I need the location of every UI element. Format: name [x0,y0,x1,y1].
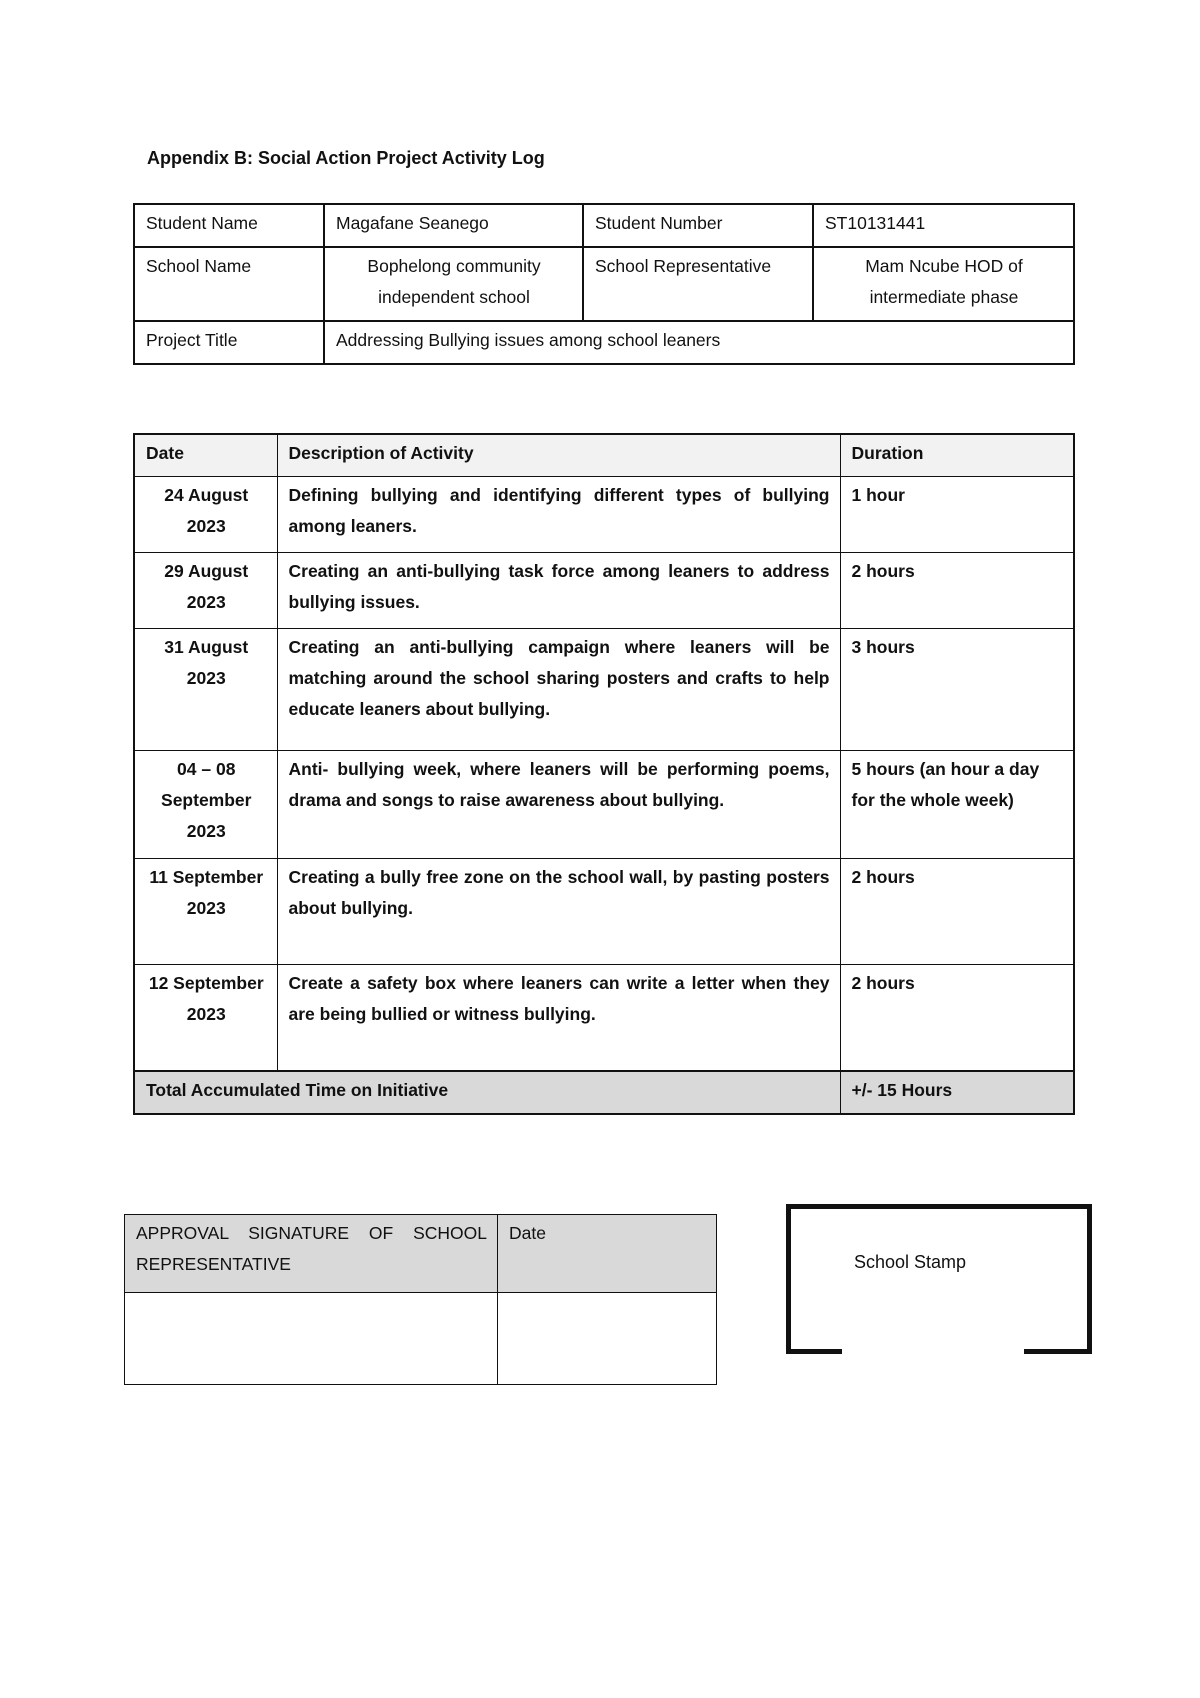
header-duration: Duration [840,434,1074,477]
activity-row [134,751,1074,859]
activity-row [134,629,1074,751]
activity-description: Defining bullying and identifying different types of bullying among leaners. [277,477,840,553]
total-label: Total Accumulated Time on Initiative [134,1071,840,1114]
student-name-value: Magafane Seanego [324,204,583,247]
activity-date: 29 August 2023 [134,553,277,629]
stamp-border-right [1087,1204,1092,1354]
document-title: Appendix B: Social Action Project Activity Log [147,148,545,168]
student-info-table [133,203,1075,365]
activity-description: Creating a bully free zone on the school wall, by pasting posters about bullying. [277,859,840,965]
activity-description: Creating an anti-bullying campaign where leaners will be matching around the school sharing posters and crafts to help educate leaners about bullying. [277,629,840,751]
activity-date: 31 August 2023 [134,629,277,751]
info-row [134,247,1074,321]
approval-header-row [125,1215,717,1293]
activity-row [134,477,1074,553]
student-name-label: Student Name [134,204,324,247]
activity-duration: 5 hours (an hour a day for the whole week) [840,751,1074,859]
stamp-border-bottom-right [1024,1349,1092,1354]
activity-row [134,859,1074,965]
header-date: Date [134,434,277,477]
activity-duration: 2 hours [840,553,1074,629]
activity-row [134,553,1074,629]
student-number-label: Student Number [583,204,813,247]
approval-signature-label: APPROVAL SIGNATURE OF SCHOOL REPRESENTATIVE [125,1215,498,1293]
total-value: +/- 15 Hours [840,1071,1074,1114]
activity-date: 12 September 2023 [134,965,277,1071]
school-rep-label: School Representative [583,247,813,321]
header-description: Description of Activity [277,434,840,477]
school-stamp-box [786,1204,1092,1354]
activity-log-table [133,433,1075,1115]
approval-date-field[interactable] [498,1293,717,1385]
stamp-border-left [786,1204,791,1354]
school-stamp-label: School Stamp [854,1252,967,1272]
activity-date: 04 – 08 September 2023 [134,751,277,859]
school-name-value: Bophelong community independent school [324,247,583,321]
activity-row [134,965,1074,1071]
project-title-value: Addressing Bullying issues among school leaners [324,321,1074,364]
activity-description: Anti- bullying week, where leaners will be performing poems, drama and songs to raise awareness about bullying. [277,751,840,859]
approval-entry-row [125,1293,717,1385]
signature-field[interactable] [125,1293,498,1385]
project-title-label: Project Title [134,321,324,364]
school-name-label: School Name [134,247,324,321]
activity-description: Creating an anti-bullying task force among leaners to address bullying issues. [277,553,840,629]
activity-description: Create a safety box where leaners can write a letter when they are being bullied or witness bullying. [277,965,840,1071]
school-rep-value: Mam Ncube HOD of intermediate phase [813,247,1074,321]
activity-total-row [134,1071,1074,1114]
approval-date-label: Date [498,1215,717,1293]
student-number-value: ST10131441 [813,204,1074,247]
activity-duration: 3 hours [840,629,1074,751]
activity-duration: 1 hour [840,477,1074,553]
info-row [134,204,1074,247]
info-row [134,321,1074,364]
stamp-border-bottom-left [786,1349,842,1354]
activity-date: 24 August 2023 [134,477,277,553]
activity-duration: 2 hours [840,965,1074,1071]
activity-duration: 2 hours [840,859,1074,965]
activity-date: 11 September 2023 [134,859,277,965]
stamp-border-top [786,1204,1092,1209]
approval-table [124,1214,717,1385]
activity-header-row [134,434,1074,477]
